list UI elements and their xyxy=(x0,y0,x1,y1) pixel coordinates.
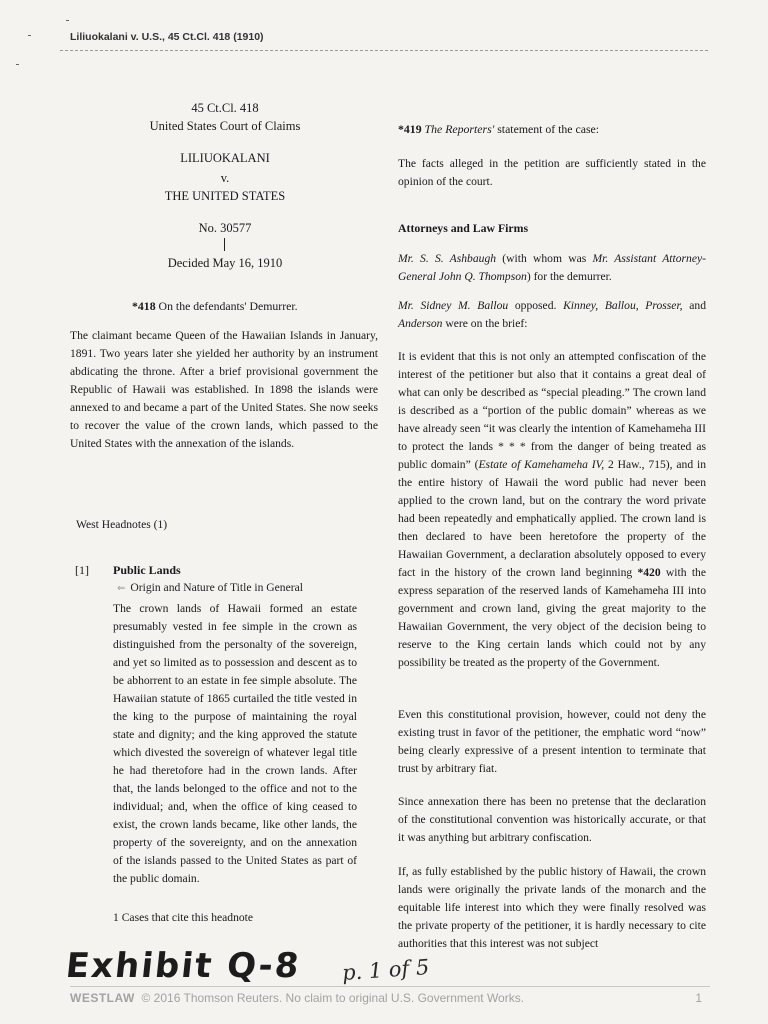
star-page-420: *420 xyxy=(637,566,661,579)
law-firm-name: Anderson xyxy=(398,317,443,330)
attorney-name: Mr. Assistant Attorney-General John Q. Thompson xyxy=(398,252,706,283)
brief-paragraph-2: Even this constitutional provision, however, could not deny the existing trust in favor of the petitioner, the emphatic word “now” being clearly expressive of a present intention to terminate that trust by arbitrary fiat. xyxy=(398,708,706,775)
plaintiff-name: LILIUOKALANI xyxy=(180,151,270,165)
copyright-notice: © 2016 Thomson Reuters. No claim to original U.S. Government Works. xyxy=(141,991,525,1005)
reporters-italic: The Reporters' xyxy=(424,122,495,136)
defendant-name: THE UNITED STATES xyxy=(164,189,286,203)
synopsis-paragraph: The claimant became Queen of the Hawaiian Islands in January, 1891. Two years later she yielded her authority by an instrument abdicating the throne. After a brief provisional government the Republic of Hawaii was established. In 1898 the islands were annexed to and became a part of the United States. She now seeks to recover the value of the crown lands, which passed to the United States with the annexation of the islands. xyxy=(70,329,378,450)
page-count-handwriting: p. 1 of 5 xyxy=(341,954,431,986)
brief-paragraph-3: Since annexation there has been no pretense that the declaration of the constitutional convention was historically accurate, or that it was anything but arbitrary confiscation. xyxy=(398,795,706,844)
law-firm-name: Kinney, Ballou, Prosser, xyxy=(563,299,683,312)
attorney-text: (with whom was xyxy=(502,252,587,265)
headnote-key-line[interactable] xyxy=(117,581,303,594)
docket-number: No. 30577 xyxy=(198,221,252,235)
header-divider xyxy=(60,50,708,51)
star-page-419: *419 xyxy=(398,122,422,136)
attorney-text: were on the brief: xyxy=(445,317,528,330)
headnote-topic[interactable]: Public Lands xyxy=(113,563,181,577)
scan-speck xyxy=(66,20,69,21)
decision-date: Decided May 16, 1910 xyxy=(167,256,283,270)
attorney-text: and xyxy=(689,299,706,312)
caption-separator xyxy=(224,238,225,251)
exhibit-handwriting: Exhibit Q-8 xyxy=(63,946,303,986)
attorneys-heading: Attorneys and Law Firms xyxy=(398,221,529,235)
facts-paragraph: The facts alleged in the petition are sufficiently stated in the opinion of the court. xyxy=(398,157,706,188)
footer-divider xyxy=(70,986,710,987)
headnote-key-text: Origin and Nature of Title in General xyxy=(130,581,303,594)
attorney-paragraph-2 xyxy=(398,297,706,333)
headnote-number[interactable]: [1] xyxy=(75,563,89,577)
brief-text: It is evident that this is not only an attempted confiscation of the interest of the petitioner but also that it contains a great deal of what can only be described as “special pleading.” The crown land is described as a “portion of the public domain” whereas as we have already seen “it was clearly the intention of Kamehameha III to protect the lands * * * from the danger of being treated as public domain” ( xyxy=(398,350,706,471)
star-page-418: *418 xyxy=(132,299,156,313)
attorney-name: Mr. Sidney M. Ballou xyxy=(398,299,509,312)
footer xyxy=(70,991,710,1005)
court-name: United States Court of Claims xyxy=(149,119,301,133)
west-headnotes-label: West Headnotes (1) xyxy=(76,518,168,531)
attorney-paragraph-1 xyxy=(398,250,706,286)
demurrer-line xyxy=(132,299,298,314)
brief-text: 2 Haw., 715), and in the entire history of Hawaii the word public had never been applied to the crown land, but on the contrary the word private had been repeatedly and emphatically applied. The crown land is then declared to have been heretofore the property of the Hawaiian Government, a declaration absolutely opposed to every fact in the history of the crown land beginning xyxy=(398,458,707,579)
running-header-title: Liliuokalani v. U.S., 45 Ct.Cl. 418 (1910) xyxy=(70,31,264,43)
brief-text: with the express separation of the reserved lands of Kamehameha III into government and crown land, giving the great majority to the Hawaiian Government, the very object of the decision being to reserve to the King certain lands which could not by any possibility be treated as the property of the Government. xyxy=(398,566,706,669)
attorney-name: Mr. S. S. Ashbaugh xyxy=(398,252,497,265)
headnote-text: The crown lands of Hawaii formed an estate presumably vested in fee simple in the crown as distinguished from the personalty of the sovereign, and yet so limited as to possession and descent as to be abhorrent to an estate in fee simple absolute. The Hawaiian statute of 1865 curtailed the title vested in the king to the purpose of maintaining the royal state and dignity; and the king approved the statute which divested the sovereign of whatever legal title he had theretofore had in the crown lands. After that, the lands belonged to the office and not to the individual; and, when the office of king ceased to exist, the crown lands became, like other lands, the property of the sovereignty, and on the annexation of the islands passed to the United States as part of the public domain. xyxy=(113,602,357,885)
westlaw-logo: WESTLAW xyxy=(70,991,135,1005)
brief-paragraph-4: If, as fully established by the public history of Hawaii, the crown lands were originally the private lands of the monarch and the equitable life interest into which they were finally resolved was the private property of the petitioner, it is hardly necessary to cite authorities that this interest was not subject xyxy=(398,865,706,950)
scan-speck xyxy=(16,64,19,65)
reporters-rest: statement of the case: xyxy=(497,122,600,136)
attorney-text: opposed. xyxy=(514,299,557,312)
page-number: 1 xyxy=(695,991,702,1005)
scan-speck xyxy=(28,35,31,36)
attorney-text: ) for the demurrer. xyxy=(526,270,612,283)
reporters-statement xyxy=(398,122,599,137)
demurrer-text: On the defendants' Demurrer. xyxy=(158,299,298,313)
case-citation: Estate of Kamehameha IV, xyxy=(478,458,605,471)
brief-paragraph-1 xyxy=(398,348,706,672)
versus: v. xyxy=(220,171,230,185)
citation: 45 Ct.Cl. 418 xyxy=(191,101,259,115)
cases-cite-link[interactable]: 1 Cases that cite this headnote xyxy=(113,911,254,924)
key-number-icon: ⇐ xyxy=(117,583,126,594)
